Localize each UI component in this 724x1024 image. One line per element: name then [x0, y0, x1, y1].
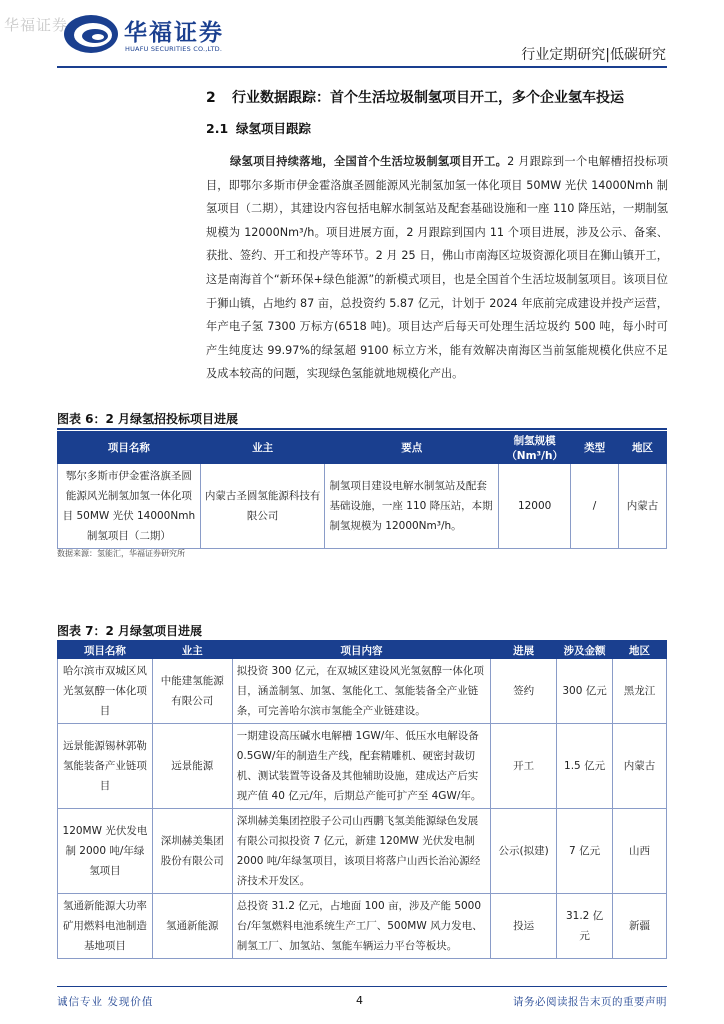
watermark: 华福证券 — [4, 16, 69, 34]
header-divider — [57, 66, 667, 68]
figure-6-source: 数据来源：氢能汇，华福证券研究所 — [57, 549, 185, 558]
column-header: 项目名称 — [58, 432, 201, 464]
column-header: 项目内容 — [232, 643, 490, 659]
report-type: 行业定期研究|低碳研究 — [521, 47, 666, 63]
figure-6-divider — [57, 428, 667, 430]
column-header: 业主 — [200, 432, 325, 464]
cell-owner: 中能建氢能源有限公司 — [152, 659, 232, 724]
column-header: 业主 — [152, 643, 232, 659]
cell-project-name: 120MW 光伏发电制 2000 吨/年绿氢项目 — [58, 809, 153, 894]
cell-amount: 1.5 亿元 — [557, 724, 613, 809]
cell-content: 总投资 31.2 亿元，占地面 100 亩，涉及产能 5000 台/年氢燃料电池系统生产工厂、500MW 风力发电、制氢工厂、加氢站、氢能车辆运力平台等板块。 — [232, 894, 490, 959]
cell-region: 内蒙古 — [613, 724, 667, 809]
footer-disclaimer: 请务必阅读报告末页的重要声明 — [513, 996, 667, 1008]
cell-content: 一期建设高压碱水电解槽 1GW/年、低压水电解设备 0.5GW/年的制造生产线，配套精雕机、硬密封裁切机、测试装置等设备及其他辅助设施，建成达产后实现产值 40 亿元/年，后期总产能可扩产至 4GW/年。 — [232, 724, 490, 809]
cell-scale: 12000 — [499, 464, 571, 549]
column-header: 地区 — [619, 432, 667, 464]
footer-divider — [57, 986, 667, 987]
cell-region: 内蒙古 — [619, 464, 667, 549]
figure-6-title: 图表 6：2 月绿氢招投标项目进展 — [57, 412, 239, 426]
cell-project-name: 远景能源锡林郭勒氢能装备产业链项目 — [58, 724, 153, 809]
subsection-heading — [206, 119, 311, 137]
cell-amount: 300 亿元 — [557, 659, 613, 724]
cell-owner: 氢通新能源 — [152, 894, 232, 959]
cell-region: 黑龙江 — [613, 659, 667, 724]
table-header-row — [58, 432, 667, 464]
cell-progress: 公示(拟建) — [491, 809, 557, 894]
column-header: 要点 — [325, 432, 499, 464]
cell-points: 制氢项目建设电解水制氢站及配套基础设施，一座 110 降压站，本期制氢规模为 12000Nm³/h。 — [325, 464, 499, 549]
cell-region: 新疆 — [613, 894, 667, 959]
cell-owner: 内蒙古圣圆氢能源科技有限公司 — [200, 464, 325, 549]
section-number: 2 — [206, 90, 216, 106]
column-header: 类型 — [571, 432, 619, 464]
logo-swirl-icon — [62, 12, 120, 56]
cell-amount: 7 亿元 — [557, 809, 613, 894]
column-header: 涉及金额 — [557, 643, 613, 659]
table-row — [58, 464, 667, 549]
column-header: 制氢规模（Nm³/h） — [499, 432, 571, 464]
column-header: 进展 — [491, 643, 557, 659]
figure-7-title: 图表 7：2 月绿氢项目进展 — [57, 624, 203, 638]
table-row — [58, 809, 667, 894]
cell-region: 山西 — [613, 809, 667, 894]
cell-progress: 签约 — [491, 659, 557, 724]
cell-type: / — [571, 464, 619, 549]
body-paragraph — [206, 150, 668, 386]
cell-progress: 投运 — [491, 894, 557, 959]
section-heading — [206, 87, 624, 107]
cell-owner: 深圳赫美集团股份有限公司 — [152, 809, 232, 894]
page-number: 4 — [356, 994, 363, 1007]
cell-progress: 开工 — [491, 724, 557, 809]
cell-project-name: 鄂尔多斯市伊金霍洛旗圣圆能源风光制氢加氢一体化项目 50MW 光伏 14000Nmh 制氢项目（二期） — [58, 464, 201, 549]
section-title: 行业数据跟踪：首个生活垃圾制氢项目开工，多个企业氢车投运 — [232, 90, 624, 106]
logo-english-name: HUAFU SECURITIES CO.,LTD. — [125, 45, 223, 53]
cell-project-name: 氢通新能源大功率矿用燃料电池制造基地项目 — [58, 894, 153, 959]
footer-slogan: 诚信专业 发现价值 — [57, 996, 154, 1008]
subsection-title: 绿氢项目跟踪 — [236, 121, 312, 136]
table-row — [58, 659, 667, 724]
column-header: 项目名称 — [58, 643, 153, 659]
paragraph-body: 2 月跟踪到一个电解槽招投标项目，即鄂尔多斯市伊金霍洛旗圣圆能源风光制氢加氢一体化项目 50MW 光伏 14000Nmh 制氢项目（二期），其建设内容包括电解水制氢站及配套基础设施和一座 110 降压站，一期制氢规模为 12000Nm³/h。项目进展方面，2 月跟踪到国内 11 个项目进展，涉及公示、备案、获批、签约、开工和投产等环节。2 月 25 日，佛山市南海区垃圾资源化项目在狮山镇开工，这是南海首个“新环保+绿色能源”的新模式项目，也是全国首个生活垃圾制氢项目。该项目位于狮山镇，占地约 87 亩，总投资约 5.87 亿元，计划于 2024 年底前完成建设并投产运营，年产电子氢 7300 万标方(6518 吨)。项目达产后每天可处理生活垃圾约 500 吨，每小时可产生纯度达 99.97%的绿氢超 9100 标立方米，能有效解决南海区当前氢能规模化供应不足及成本较高的问题，实现绿色氢能就地规模化产出。 — [206, 155, 668, 381]
cell-owner: 远景能源 — [152, 724, 232, 809]
logo-chinese-name: 华福证券 — [124, 20, 224, 46]
cell-project-name: 哈尔滨市双城区风光氢氨醇一体化项目 — [58, 659, 153, 724]
subsection-number: 2.1 — [206, 121, 229, 136]
cell-content: 拟投资 300 亿元，在双城区建设风光氢氨醇一体化项目，涵盖制氢、加氢、氢能化工、氢能装备全产业链条，可完善哈尔滨市氢能全产业链建设。 — [232, 659, 490, 724]
figure-6-table — [57, 431, 667, 549]
figure-7-table — [57, 642, 667, 959]
table-row — [58, 724, 667, 809]
company-logo — [62, 12, 242, 58]
table-header-row — [58, 643, 667, 659]
column-header: 地区 — [613, 643, 667, 659]
paragraph-lead: 绿氢项目持续落地，全国首个生活垃圾制氢项目开工。 — [230, 155, 508, 168]
cell-amount: 31.2 亿元 — [557, 894, 613, 959]
table-row — [58, 894, 667, 959]
cell-content: 深圳赫美集团控股子公司山西鹏飞氢美能源绿色发展有限公司拟投资 7 亿元，新建 120MW 光伏发电制 2000 吨/年绿氢项目，该项目将落户山西长治沁源经济技术开发区。 — [232, 809, 490, 894]
